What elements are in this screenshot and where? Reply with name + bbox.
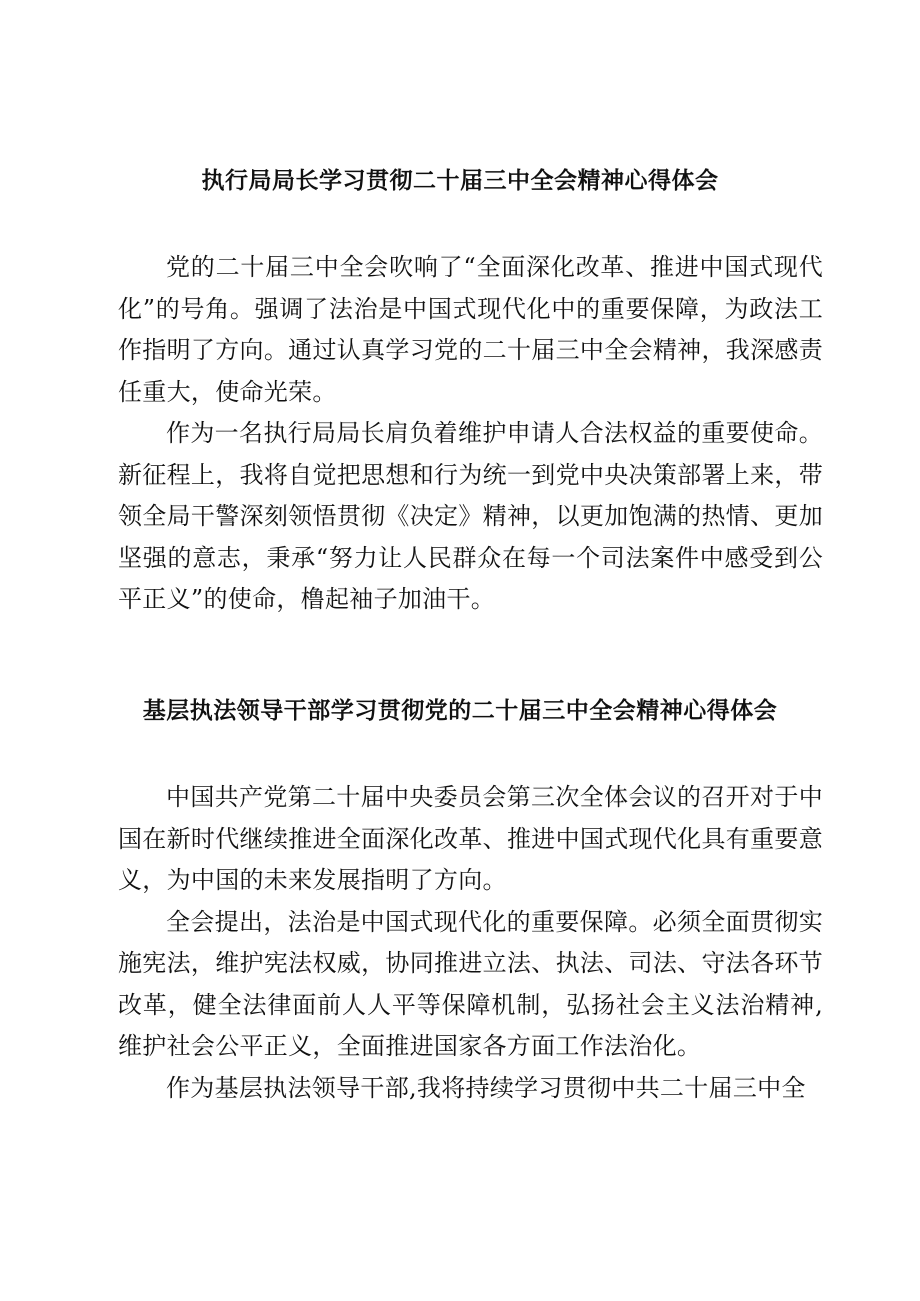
- section-2-paragraph-1: 中国共产党第二十届中央委员会第三次全体会议的召开对于中国在新时代继续推进全面深化改革、推进中国式现代化具有重要意义，为中国的未来发展指明了方向。: [118, 783, 823, 894]
- section-1-title: 执行局局长学习贯彻二十届三中全会精神心得体会: [201, 168, 719, 194]
- section-2-paragraph-3: 作为基层执法领导干部,我将持续学习贯彻中共二十届三中全: [166, 1073, 806, 1102]
- section-2-paragraph-2: 全会提出，法治是中国式现代化的重要保障。必须全面贯彻实施宪法，维护宪法权威，协同推进立法、执法、司法、守法各环节改革，健全法律面前人人平等保障机制，弘扬社会主义法治精神,维护社会公平正义，全面推进国家各方面工作法治化。: [118, 907, 823, 1060]
- section-2-body: [118, 777, 823, 1109]
- section-1-paragraph-2: 作为一名执行局局长肩负着维护申请人合法权益的重要使命。新征程上，我将自觉把思想和行为统一到党中央决策部署上来，带领全局干警深刻领悟贯彻《决定》精神，以更加饱满的热情、更加坚强的意志，秉承“努力让人民群众在每一个司法案件中感受到公平正义”的使命，橹起袖子加油干。: [118, 419, 823, 613]
- section-1-body: [118, 247, 823, 621]
- section-2-title: 基层执法领导干部学习贯彻党的二十届三中全会精神心得体会: [142, 698, 778, 724]
- section-1-paragraph-1: 党的二十届三中全会吹响了“全面深化改革、推进中国式现代化”的号角。强调了法治是中国式现代化中的重要保障，为政法工作指明了方向。通过认真学习党的二十届三中全会精神，我深感责任重大，使命光荣。: [118, 253, 823, 406]
